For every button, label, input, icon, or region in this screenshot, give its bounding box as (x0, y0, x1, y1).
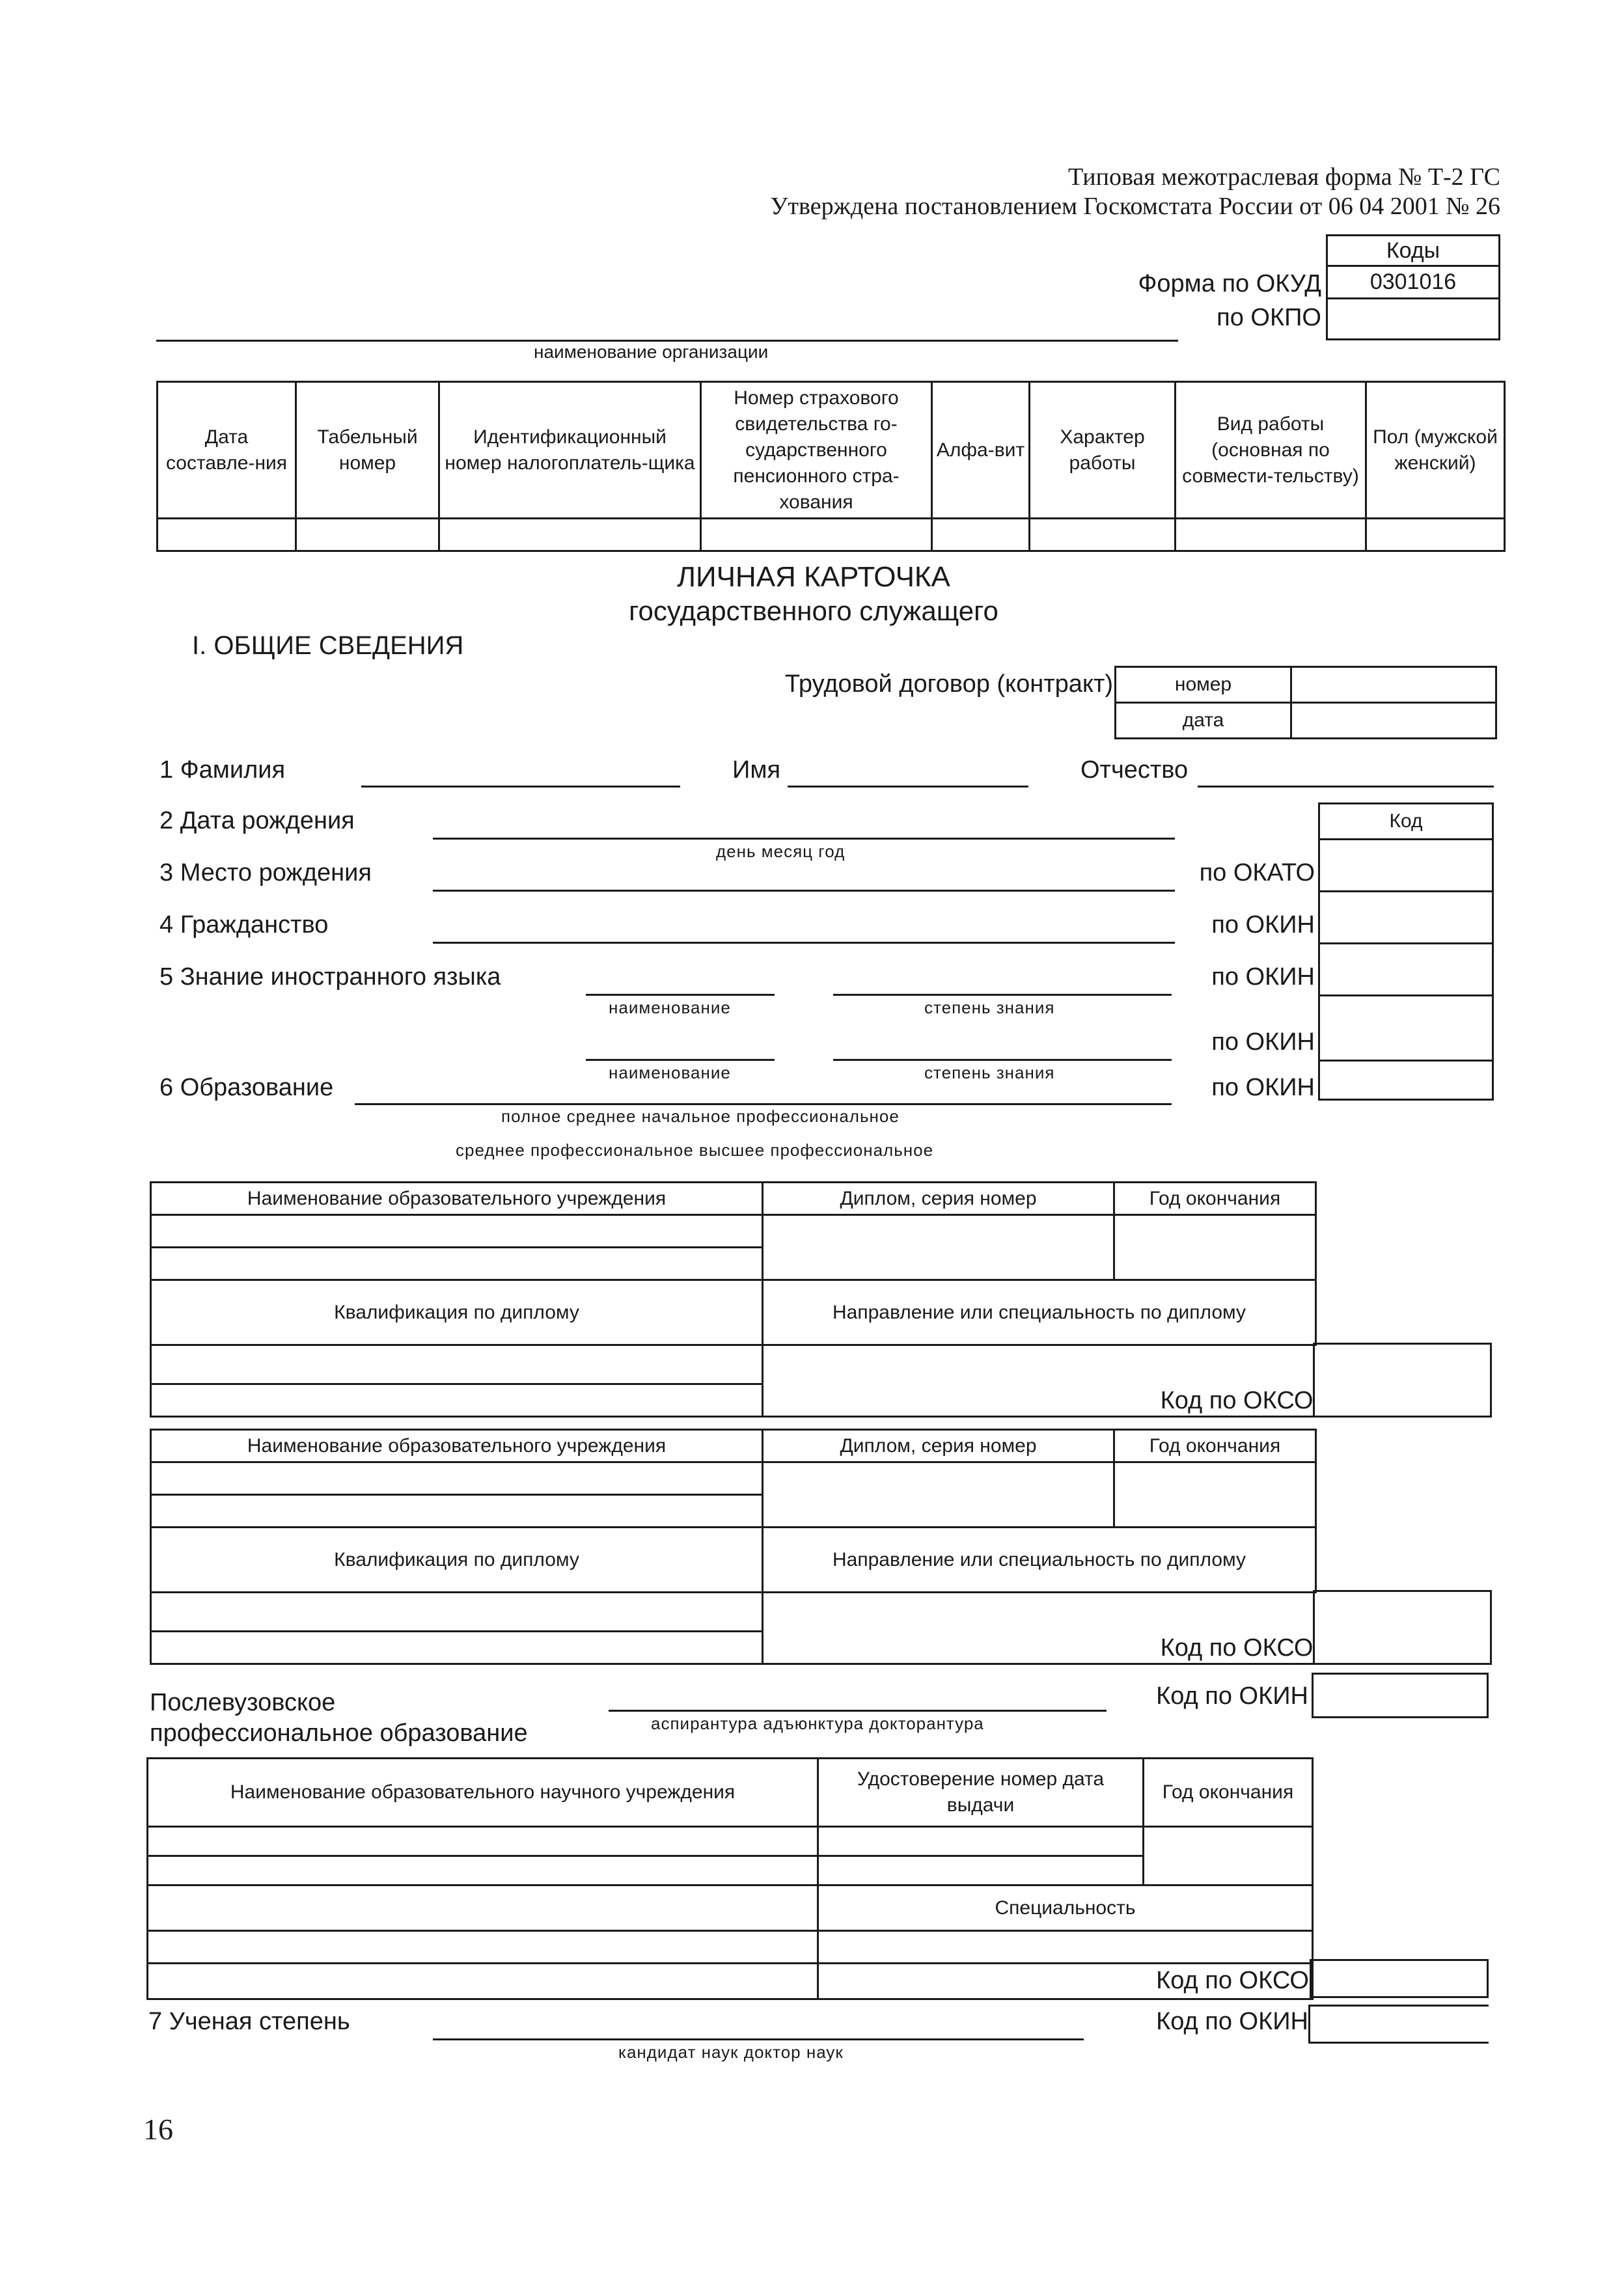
okato-code-cell[interactable] (1319, 840, 1493, 892)
classifier-codes-column (1318, 802, 1494, 1101)
edu2-diploma-field[interactable] (763, 1462, 1114, 1528)
page-number: 16 (143, 2113, 173, 2146)
approval-line: Утверждена постановлением Госкомстата России от 06 04 2001 № 26 (770, 193, 1500, 220)
edu1-institution-header: Наименование образовательного учреждения (151, 1183, 763, 1215)
okud-code-value: 0301016 (1369, 269, 1457, 294)
col-date: Дата составле-ния (158, 382, 296, 519)
postgrad-hint: аспирантура адъюнктура докторантура (651, 1714, 984, 1733)
okin-language1-code-cell[interactable] (1319, 944, 1493, 996)
education-label: 6 Образование (159, 1074, 334, 1101)
personnel-codes-table (156, 381, 1506, 552)
card-title: ЛИЧНАЯ КАРТОЧКА (677, 561, 950, 593)
edu2-year-header: Год окончания (1114, 1430, 1316, 1462)
postgrad-okin-code-box[interactable] (1312, 1673, 1489, 1718)
okud-code-box[interactable] (1326, 265, 1500, 299)
okud-label: Форма по ОКУД (1138, 270, 1321, 297)
edu1-year-header: Год окончания (1114, 1183, 1316, 1215)
edu2-qualification-field[interactable] (151, 1593, 763, 1632)
cell-work-nature[interactable] (1030, 519, 1176, 551)
edu1-qualification-field-2[interactable] (151, 1384, 763, 1417)
language2-level-field[interactable] (833, 1059, 1172, 1061)
col-insurance: Номер страхового свидетельства го-сударственного пенсионного стра-хования (701, 382, 932, 519)
postgrad-table (146, 1757, 1314, 2000)
dob-hint: день месяц год (716, 842, 846, 861)
section-heading: I. ОБЩИЕ СВЕДЕНИЯ (192, 631, 464, 660)
postgrad-year-field[interactable] (1144, 1827, 1313, 1885)
degree-okin-label: Код по ОКИН (1156, 2008, 1308, 2035)
okin-citizenship-label: по ОКИН (1211, 911, 1315, 939)
contract-table (1114, 666, 1497, 739)
postgrad-institution-header: Наименование образовательного научного учреждения (148, 1759, 818, 1827)
okato-label: по ОКАТО (1199, 859, 1315, 886)
edu2-okso-code-box[interactable] (1313, 1590, 1492, 1665)
cell-tab-number[interactable] (296, 519, 439, 551)
edu1-diploma-field[interactable] (763, 1215, 1114, 1280)
form-type-line: Типовая межотраслевая форма № Т-2 ГС (1068, 163, 1500, 191)
degree-hint: кандидат наук доктор наук (618, 2042, 844, 2062)
edu1-qualification-header: Квалификация по диплому (151, 1280, 763, 1345)
card-subtitle: государственного служащего (629, 596, 998, 626)
postgrad-institution-field[interactable] (148, 1827, 818, 1856)
contract-date-label: дата (1116, 703, 1291, 739)
okin-education-code-cell[interactable] (1319, 1061, 1493, 1100)
okin-language1-label: по ОКИН (1211, 963, 1315, 991)
language1-name-hint: наименование (609, 998, 731, 1017)
okpo-label: по ОКПО (1217, 304, 1321, 331)
edu2-institution-field-2[interactable] (151, 1495, 763, 1528)
edu1-year-field[interactable] (1114, 1215, 1316, 1280)
edu1-okso-label: Код по ОКСО (1160, 1387, 1314, 1414)
code-header: Код (1319, 804, 1493, 840)
contract-date-field[interactable] (1291, 703, 1496, 739)
edu2-institution-field[interactable] (151, 1462, 763, 1495)
postgrad-specialty-header: Специальность (818, 1885, 1313, 1931)
education-hint-1: полное среднее начальное профессиональное (501, 1106, 900, 1126)
contract-label: Трудовой договор (контракт) (784, 670, 1113, 698)
col-tab-number: Табельный номер (296, 382, 439, 519)
edu2-okso-label: Код по ОКСО (1160, 1634, 1314, 1662)
edu2-qualification-field-2[interactable] (151, 1632, 763, 1664)
postgrad-certificate-field[interactable] (818, 1827, 1144, 1856)
postgrad-okso-row (818, 1964, 1313, 1999)
surname-field[interactable] (361, 786, 680, 788)
postgrad-label-1: Послевузовское (150, 1689, 336, 1716)
language1-level-field[interactable] (833, 994, 1172, 996)
postgrad-okso-code-box[interactable] (1310, 1959, 1489, 1998)
cell-date[interactable] (158, 519, 296, 551)
edu2-diploma-header: Диплом, серия номер (763, 1430, 1114, 1462)
birthplace-label: 3 Место рождения (159, 859, 372, 886)
col-alphabet: Алфа-вит (932, 382, 1030, 519)
okin-education-label: по ОКИН (1211, 1074, 1315, 1101)
col-gender: Пол (мужской женский) (1366, 382, 1505, 519)
cell-insurance[interactable] (701, 519, 932, 551)
codes-header-box (1326, 234, 1500, 267)
edu1-specialty-field[interactable] (763, 1345, 1316, 1417)
edu1-specialty-header: Направление или специальность по диплому (763, 1280, 1316, 1345)
birthplace-field[interactable] (433, 890, 1175, 892)
postgrad-okin-label: Код по ОКИН (1156, 1682, 1308, 1710)
edu2-institution-header: Наименование образовательного учреждения (151, 1430, 763, 1462)
name-field[interactable] (788, 786, 1028, 788)
patronymic-field[interactable] (1198, 786, 1494, 788)
col-inn: Идентификационный номер налогоплатель-щика (439, 382, 701, 519)
contract-number-field[interactable] (1291, 667, 1496, 703)
cell-alphabet[interactable] (932, 519, 1030, 551)
edu2-specialty-header: Направление или специальность по диплому (763, 1528, 1316, 1593)
postgrad-institution-field-4[interactable] (148, 1931, 818, 1964)
degree-label: 7 Ученая степень (148, 2008, 350, 2035)
postgrad-okso-label: Код по ОКСО (1156, 1966, 1309, 1994)
okpo-code-box[interactable] (1326, 297, 1500, 340)
postgrad-specialty-field[interactable] (818, 1931, 1313, 1964)
col-work-type: Вид работы (основная по совмести-тельству) (1176, 382, 1366, 519)
education-hint-2: среднее профессиональное высшее профессиональное (456, 1140, 934, 1160)
cell-inn[interactable] (439, 519, 701, 551)
postgrad-institution-field-3[interactable] (148, 1885, 818, 1931)
codes-header: Коды (1386, 238, 1440, 263)
patronymic-label: Отчество (1080, 756, 1189, 784)
edu1-diploma-header: Диплом, серия номер (763, 1183, 1114, 1215)
okin-citizenship-code-cell[interactable] (1319, 892, 1493, 944)
okin-language2-code-cell[interactable] (1319, 996, 1493, 1061)
education-table-2 (150, 1429, 1317, 1665)
postgrad-label-2: профессиональное образование (150, 1720, 528, 1747)
contract-number-label: номер (1116, 667, 1291, 703)
dob-label: 2 Дата рождения (159, 807, 355, 834)
language1-name-field[interactable] (586, 994, 775, 996)
postgrad-institution-field-2[interactable] (148, 1856, 818, 1885)
postgrad-year-header: Год окончания (1144, 1759, 1313, 1827)
postgrad-certificate-header: Удостоверение номер дата выдачи (818, 1759, 1144, 1827)
education-table-1 (150, 1181, 1317, 1418)
language2-name-hint: наименование (609, 1063, 731, 1082)
language1-level-hint: степень знания (924, 998, 1055, 1017)
edu1-institution-field-2[interactable] (151, 1248, 763, 1280)
org-name-hint: наименование организации (534, 342, 769, 362)
edu1-qualification-field[interactable] (151, 1345, 763, 1384)
citizenship-field[interactable] (433, 942, 1175, 944)
language2-name-field[interactable] (586, 1059, 775, 1061)
dob-field[interactable] (433, 838, 1175, 840)
postgrad-institution-field-5[interactable] (148, 1964, 818, 1999)
okin-language2-label: по ОКИН (1211, 1028, 1315, 1056)
edu1-okso-code-box[interactable] (1313, 1343, 1492, 1418)
language2-level-hint: степень знания (924, 1063, 1055, 1082)
postgrad-type-field[interactable] (609, 1710, 1107, 1712)
edu2-qualification-header: Квалификация по диплому (151, 1528, 763, 1593)
education-field[interactable] (355, 1103, 1172, 1105)
languages-label: 5 Знание иностранного языка (159, 963, 501, 991)
edu2-year-field[interactable] (1114, 1462, 1316, 1528)
citizenship-label: 4 Гражданство (159, 911, 329, 939)
edu1-institution-field[interactable] (151, 1215, 763, 1248)
name-label: Имя (732, 756, 781, 784)
col-work-nature: Характер работы (1030, 382, 1176, 519)
degree-okin-code-box[interactable] (1308, 2005, 1489, 2044)
edu2-specialty-field[interactable] (763, 1593, 1316, 1664)
surname-label: 1 Фамилия (159, 756, 286, 784)
cell-gender[interactable] (1366, 519, 1505, 551)
postgrad-certificate-field-2[interactable] (818, 1856, 1144, 1885)
cell-work-type[interactable] (1176, 519, 1366, 551)
degree-field[interactable] (433, 2038, 1084, 2040)
